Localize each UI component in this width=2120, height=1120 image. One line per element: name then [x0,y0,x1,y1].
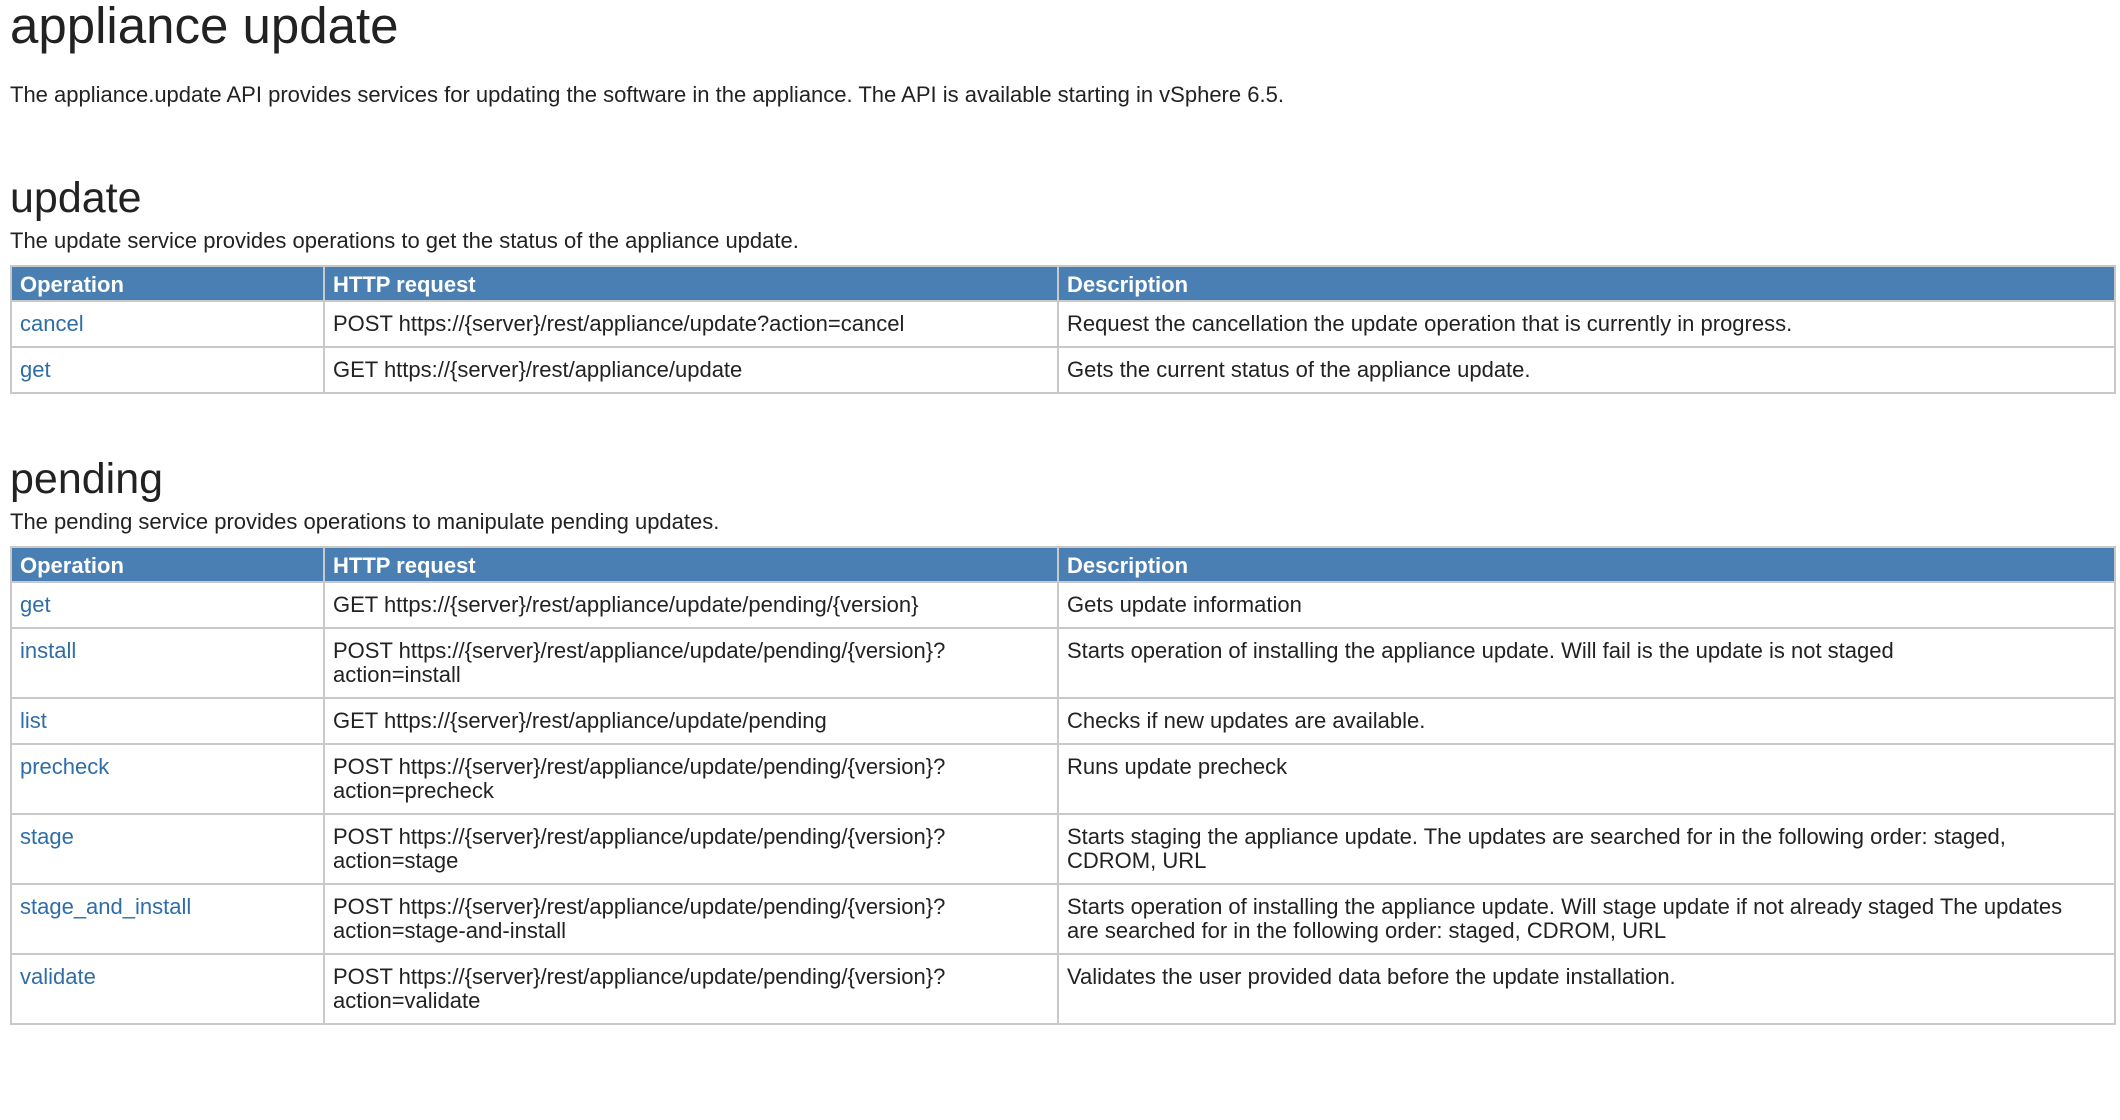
operation-cell [11,884,324,954]
operations-table-update [10,265,2116,394]
column-header-http-request: HTTP request [324,547,1058,582]
description-cell: Checks if new updates are available. [1058,698,2115,744]
description-cell: Gets the current status of the appliance update. [1058,347,2115,393]
operation-link-get[interactable]: get [20,357,51,382]
operation-cell [11,814,324,884]
table-header-row [11,266,2115,301]
description-cell [1058,884,2115,954]
operation-cell [11,698,324,744]
operation-cell [11,628,324,698]
operation-cell [11,582,324,628]
description-cell: Starts operation of installing the appliance update. Will fail is the update is not staged [1058,628,2115,698]
request-line: action=install [333,662,461,687]
request-line: action=validate [333,988,481,1013]
operation-link-install[interactable]: install [20,638,77,663]
operation-link-cancel[interactable]: cancel [20,311,84,336]
table-row [11,698,2115,744]
description-cell: Runs update precheck [1058,744,2115,814]
request-line: POST https://{server}/rest/appliance/update/pending/{version}? [333,824,946,849]
description-cell: Request the cancellation the update operation that is currently in progress. [1058,301,2115,347]
operation-link-validate[interactable]: validate [20,964,96,989]
operation-link-stage-and-install[interactable]: stage_and_install [20,894,192,919]
table-row [11,301,2115,347]
table-row [11,628,2115,698]
section-title-update: update [10,174,142,222]
request-cell: GET https://{server}/rest/appliance/update [324,347,1058,393]
table-row [11,347,2115,393]
section-description-update: The update service provides operations to get the status of the appliance update. [10,228,799,253]
request-line: action=precheck [333,778,494,803]
request-line: POST https://{server}/rest/appliance/update/pending/{version}? [333,754,946,779]
page-title: appliance update [10,0,399,54]
column-header-description: Description [1058,547,2115,582]
section-title-pending: pending [10,455,164,503]
operation-cell [11,347,324,393]
section-pending [10,454,2110,1025]
description-cell: Validates the user provided data before the update installation. [1058,954,2115,1024]
request-line: POST https://{server}/rest/appliance/update/pending/{version}? [333,964,946,989]
description-line: Starts staging the appliance update. The updates are searched for in the following order: staged, [1067,824,2006,849]
request-cell [324,628,1058,698]
description-cell: Gets update information [1058,582,2115,628]
section-update [10,173,2110,394]
column-header-description: Description [1058,266,2115,301]
section-description-pending: The pending service provides operations to manipulate pending updates. [10,509,720,534]
operation-cell [11,954,324,1024]
description-cell [1058,814,2115,884]
request-line: POST https://{server}/rest/appliance/update/pending/{version}? [333,894,946,919]
table-row [11,954,2115,1024]
request-cell [324,744,1058,814]
operation-link-precheck[interactable]: precheck [20,754,110,779]
operation-cell [11,744,324,814]
request-line: action=stage-and-install [333,918,566,943]
request-cell: GET https://{server}/rest/appliance/update/pending/{version} [324,582,1058,628]
request-cell: GET https://{server}/rest/appliance/update/pending [324,698,1058,744]
column-header-http-request: HTTP request [324,266,1058,301]
description-line: Starts operation of installing the appliance update. Will stage update if not already staged The updates [1067,894,2063,919]
operation-link-list[interactable]: list [20,708,47,733]
request-cell [324,814,1058,884]
table-header-row [11,547,2115,582]
operation-cell [11,301,324,347]
request-cell [324,884,1058,954]
column-header-operation: Operation [11,266,324,301]
table-row [11,814,2115,884]
request-line: action=stage [333,848,459,873]
operation-link-stage[interactable]: stage [20,824,74,849]
table-row [11,884,2115,954]
table-row [11,744,2115,814]
table-row [11,582,2115,628]
request-cell [324,954,1058,1024]
column-header-operation: Operation [11,547,324,582]
description-line: CDROM, URL [1067,848,1207,873]
page-intro: The appliance.update API provides services for updating the software in the appliance. The API is available starting in vSphere 6.5. [10,82,1284,107]
operations-table-pending [10,546,2116,1025]
request-line: POST https://{server}/rest/appliance/update/pending/{version}? [333,638,946,663]
request-cell: POST https://{server}/rest/appliance/update?action=cancel [324,301,1058,347]
description-line: are searched for in the following order: staged, CDROM, URL [1067,918,1667,943]
operation-link-get[interactable]: get [20,592,51,617]
